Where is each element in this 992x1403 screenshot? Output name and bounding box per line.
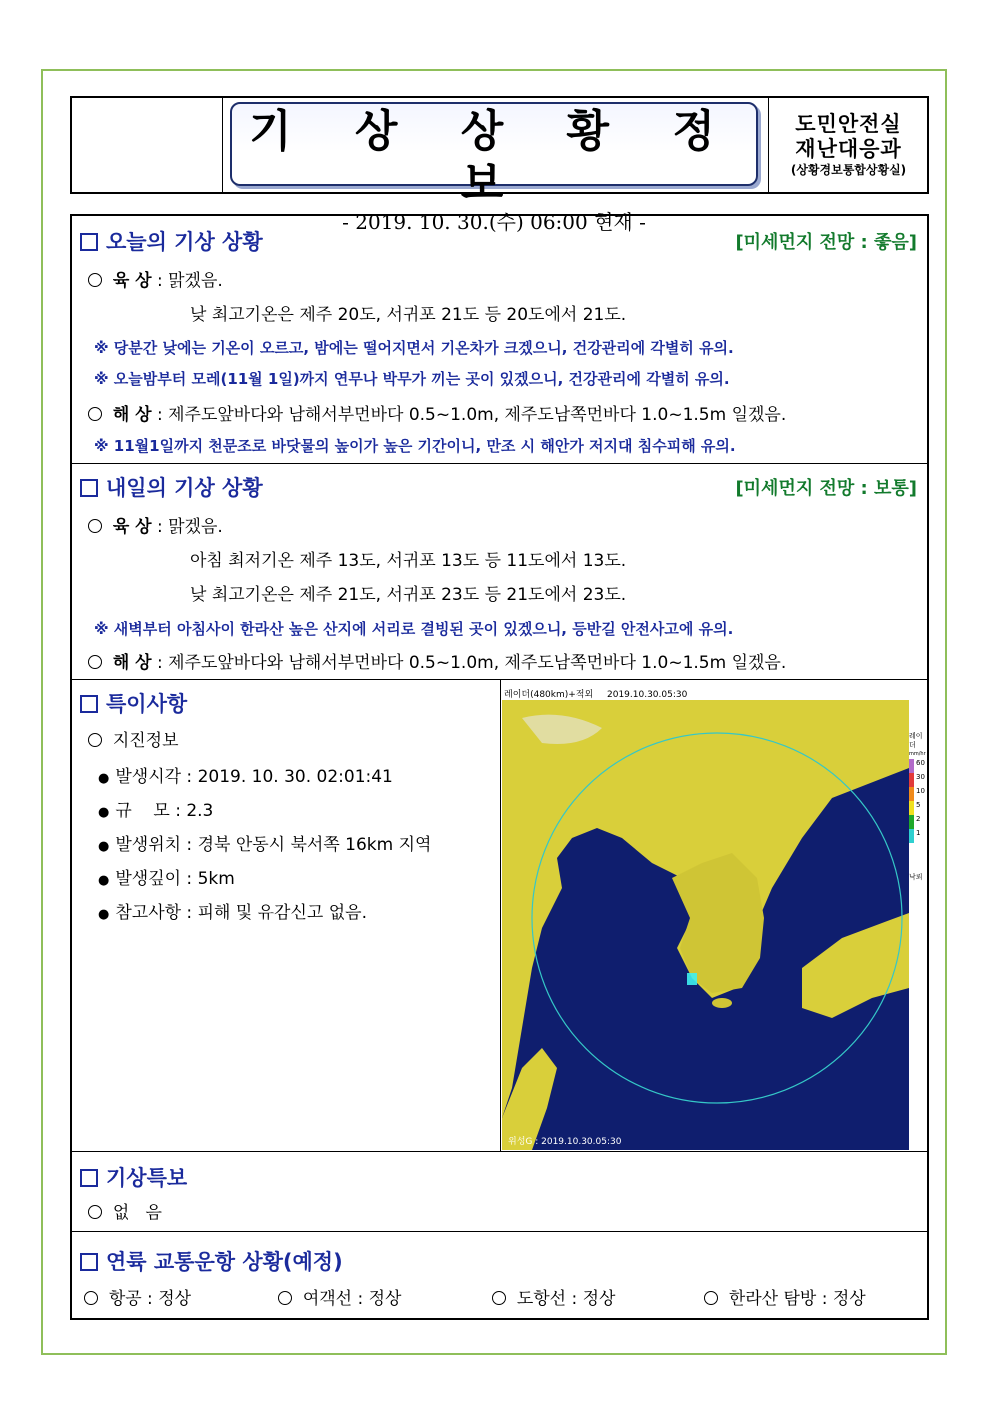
dot-bullet-icon: ● — [98, 771, 110, 786]
radar-legend — [909, 732, 927, 922]
earthquake-depth: ● 발생깊이 : 5km — [98, 869, 235, 889]
tomorrow-land-detail-2: 낮 최고기온은 제주 21도, 서귀포 23도 등 21도에서 23도. — [190, 585, 627, 605]
legend-lightning: 낙뢰 — [909, 873, 923, 881]
legend-value: 5 — [916, 801, 921, 809]
radar-caption: 레이더(480km)+적외 — [504, 690, 594, 700]
circle-bullet-icon — [278, 1291, 292, 1305]
dept-name-2: 재난대응과 — [795, 137, 902, 161]
traffic-ferry: 여객선 : 정상 — [278, 1284, 401, 1309]
legend-title: 레이더 — [909, 732, 923, 749]
traffic-section — [72, 1232, 927, 1318]
today-land: 육 상 : 맑겠음. — [88, 266, 223, 291]
radar-footer: 위성G : 2019.10.30.05:30 — [508, 1137, 622, 1147]
today-land-detail: 낮 최고기온은 제주 20도, 서귀포 21도 등 20도에서 21도. — [190, 305, 627, 325]
earthquake-magnitude: ● 규 모 : 2.3 — [98, 801, 214, 821]
special-section — [72, 680, 927, 1152]
page-date: - 2019. 10. 30.(수) 06:00 현재 - — [342, 210, 646, 234]
earthquake-location: ● 발생위치 : 경북 안동시 북서쪽 16km 지역 — [98, 835, 432, 855]
earthquake-note: ● 참고사항 : 피해 및 유감신고 없음. — [98, 903, 367, 923]
tomorrow-sea: 해 상 : 제주도앞바다와 남해서부먼바다 0.5~1.0m, 제주도남쪽먼바다 1.0~1.5m 일겠음. — [88, 648, 786, 673]
page-title: 기 상 상 황 정 보 — [249, 106, 739, 209]
title-box — [230, 102, 758, 234]
today-dust: [미세먼지 전망 : 좋음] — [735, 232, 917, 253]
warning-heading: 기상특보 — [80, 1162, 187, 1192]
legend-value: 60 — [916, 759, 925, 767]
radar-satellite-image — [502, 688, 909, 1150]
header — [70, 96, 929, 234]
dot-bullet-icon: ● — [98, 907, 110, 922]
dot-bullet-icon: ● — [98, 873, 110, 888]
tomorrow-land: 육 상 : 맑겠음. — [88, 512, 223, 537]
legend-value: 30 — [916, 773, 925, 781]
circle-bullet-icon — [704, 1291, 718, 1305]
checkbox-icon — [80, 1169, 98, 1187]
tomorrow-section — [72, 464, 927, 680]
earthquake-time: ● 발생시각 : 2019. 10. 30. 02:01:41 — [98, 767, 393, 787]
tomorrow-note-1: ※ 새벽부터 아침사이 한라산 높은 산지에 서리로 결빙된 곳이 있겠으니, 등반길 안전사고에 유의. — [94, 620, 734, 638]
circle-bullet-icon — [88, 519, 102, 533]
dot-bullet-icon: ● — [98, 805, 110, 820]
circle-bullet-icon — [88, 273, 102, 287]
divider — [500, 680, 501, 1151]
checkbox-icon — [80, 1253, 98, 1271]
today-section — [72, 216, 927, 464]
radar-time: 2019.10.30.05:30 — [607, 690, 688, 700]
tomorrow-land-detail-1: 아침 최저기온 제주 13도, 서귀포 13도 등 11도에서 13도. — [190, 551, 627, 571]
checkbox-icon — [80, 479, 98, 497]
circle-bullet-icon — [88, 407, 102, 421]
special-heading: 특이사항 — [80, 688, 187, 718]
department-box — [768, 98, 928, 192]
warning-text: 없 음 — [88, 1198, 162, 1223]
traffic-hallasan: 한라산 탐방 : 정상 — [704, 1284, 866, 1309]
warning-section — [72, 1152, 927, 1232]
main-table — [70, 214, 929, 1320]
circle-bullet-icon — [84, 1291, 98, 1305]
legend-unit: mm/hr — [909, 751, 926, 757]
today-sea: 해 상 : 제주도앞바다와 남해서부먼바다 0.5~1.0m, 제주도남쪽먼바다 1.0~1.5m 일겠음. — [88, 400, 786, 425]
today-heading: 오늘의 기상 상황 — [80, 226, 263, 256]
dot-bullet-icon: ● — [98, 839, 110, 854]
legend-value: 1 — [916, 829, 921, 837]
dept-name-3: (상황경보통합상황실) — [790, 163, 907, 177]
legend-value: 2 — [916, 815, 921, 823]
today-note-1: ※ 당분간 낮에는 기온이 오르고, 밤에는 떨어지면서 기온차가 크겠으니, 건강관리에 각별히 유의. — [94, 339, 734, 357]
circle-bullet-icon — [88, 655, 102, 669]
legend-value: 10 — [916, 787, 925, 795]
circle-bullet-icon — [88, 1205, 102, 1219]
dept-name-1: 도민안전실 — [795, 112, 902, 136]
traffic-island-boat: 도항선 : 정상 — [492, 1284, 615, 1309]
checkbox-icon — [80, 695, 98, 713]
earthquake-heading: 지진정보 — [88, 726, 179, 751]
tomorrow-heading: 내일의 기상 상황 — [80, 472, 263, 502]
header-left-cell — [72, 98, 223, 192]
tomorrow-dust: [미세먼지 전망 : 보통] — [735, 478, 917, 499]
traffic-heading: 연륙 교통운항 상황(예정) — [80, 1246, 343, 1276]
today-note-3: ※ 11월1일까지 천문조로 바닷물의 높이가 높은 기간이니, 만조 시 해안가 저지대 침수피해 유의. — [94, 437, 736, 455]
today-note-2: ※ 오늘밤부터 모레(11월 1일)까지 연무나 박무가 끼는 곳이 있겠으니, 건강관리에 각별히 유의. — [94, 370, 730, 388]
circle-bullet-icon — [88, 733, 102, 747]
circle-bullet-icon — [492, 1291, 506, 1305]
traffic-air: 항공 : 정상 — [84, 1284, 191, 1309]
checkbox-icon — [80, 233, 98, 251]
